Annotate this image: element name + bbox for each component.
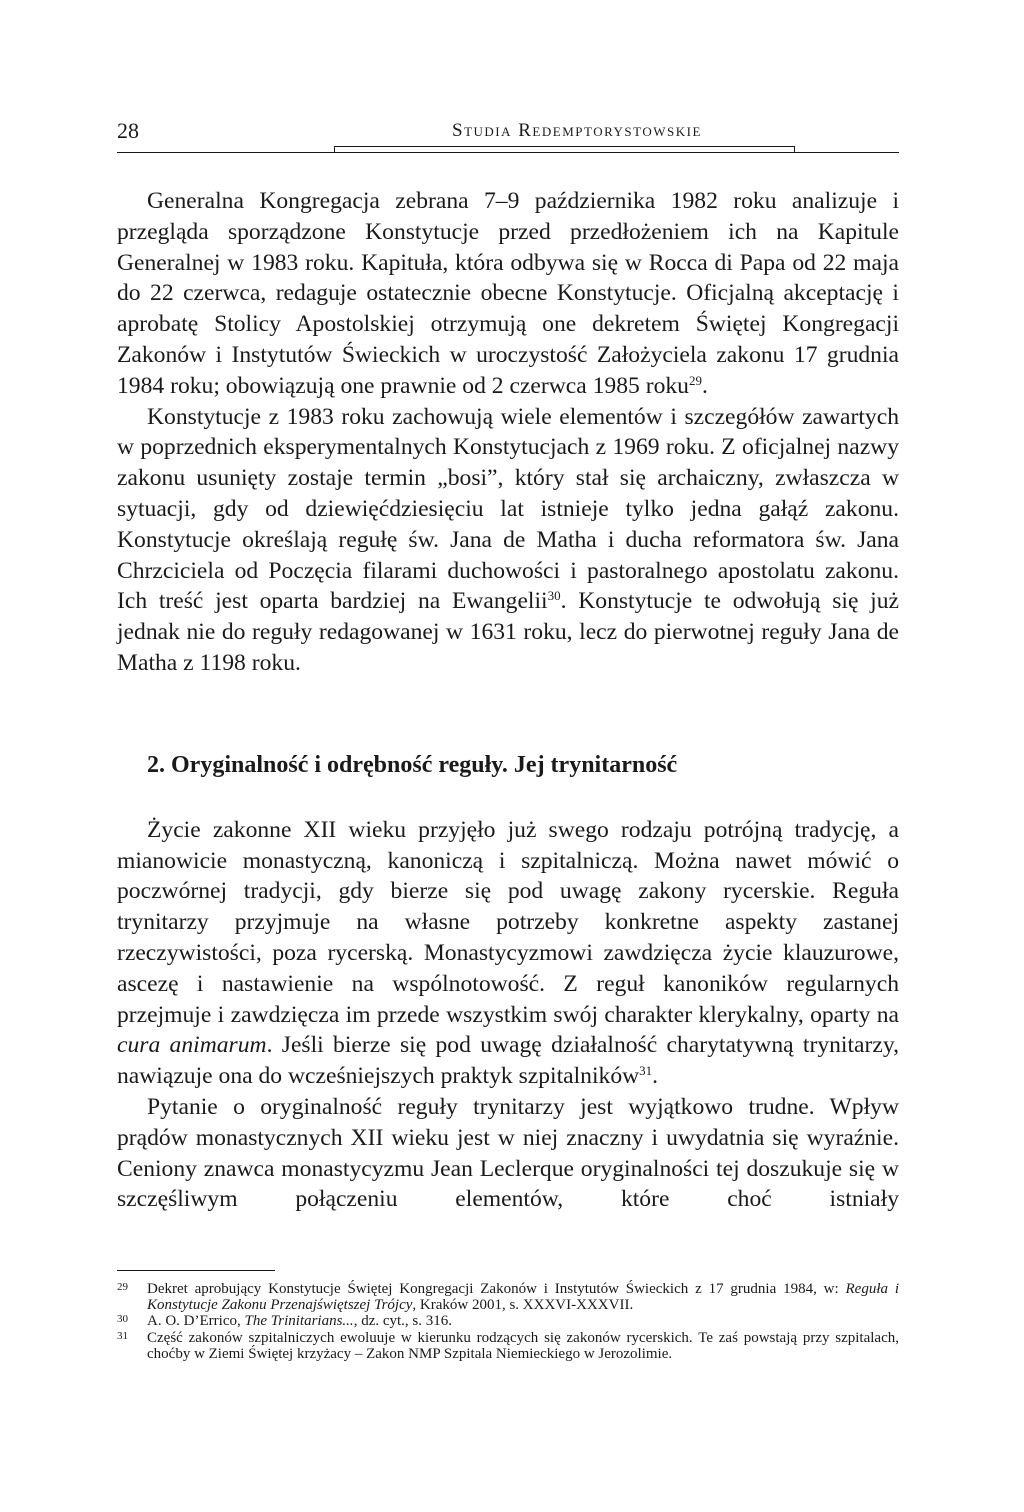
- paragraph-4-text: Pytanie o oryginalność reguły trynitarzy jest wyjątkowo trudne. Wpływ prądów monastycznych XII wieku jest w niej znaczny i uwydatnia się wyraźnie. Ceniony znawca monastycyzmu Jean Leclerque oryginalności tej doszukuje się w szczęśliwym połączeniu elementów, które choć istniały: [117, 1093, 899, 1213]
- header-ornament: [334, 146, 795, 152]
- paragraph-3-text: Życie zakonne XII wieku przyjęło już swego rodzaju potrójną tradycję, a mianowicie monastyczną, kanoniczą i szpitalniczą. Można nawet mówić o poczwórnej tradycji, gdy bierze się pod uwagę zakony rycerskie. Reguła trynitarzy przyjmuje na własne potrzeby konkretne aspekty zastanej rzeczywistości, poza rycerską. Monastycyzmowi zawdzięcza życie klauzurowe, ascezę i nastawienie na wspólnotowość. Z reguł kanoników regularnych przejmuje i zawdzięcza im przede wszystkim swój charakter klerykalny, oparty na: [117, 816, 899, 1028]
- paragraph-4: [117, 1092, 899, 1215]
- paragraph-2: [117, 402, 899, 679]
- footnote-ref-29: 29: [688, 372, 702, 388]
- footnote-italic: The Trinitarians...: [244, 1313, 354, 1330]
- page-header: [117, 118, 899, 158]
- paragraph-3: [117, 815, 899, 1092]
- paragraph-1-text: Generalna Kongregacja zebrana 7–9 października 1982 roku analizuje i przegląda sporządzone Konstytucje przed przedłożeniem ich na Kapitule Generalnej w 1983 roku. Kapituła, która odbywa się w Rocca di Papa od 22 maja do 22 czerwca, redaguje ostatecznie obecne Konstytucje. Oficjalną akceptację i aprobatę Stolicy Apostolskiej otrzymują one dekretem Świętej Kongregacji Zakonów i Instytutów Świeckich w uroczystość Założyciela zakonu 17 grudnia 1984 roku; obowiązują one prawnie od 2 czerwca 1985 roku: [117, 188, 899, 399]
- paragraph-3-end: .: [652, 1063, 659, 1090]
- footnote-text-end: , dz. cyt., s. 316.: [353, 1313, 453, 1330]
- footnote-30: [117, 1313, 899, 1329]
- footnote-29: [117, 1281, 899, 1313]
- paragraph-2-end: . Konstytucje te odwołują się już jednak nie do reguły redagowanej w 1631 roku, lecz do pierwotnej reguły Jana de Matha z 1198 roku.: [117, 588, 899, 676]
- running-head: Studia Redemptorystowskie: [452, 120, 702, 141]
- header-rule: [117, 152, 899, 153]
- paragraph-3-cont: . Jeśli bierze się pod uwagę działalność charytatywną trynitarzy, nawiązuje ona do wcześniejszych praktyk szpitalników: [117, 1032, 899, 1090]
- paragraph-1: [117, 186, 899, 402]
- footnote-number: 31: [117, 1329, 128, 1342]
- footnote-number: 29: [117, 1281, 128, 1293]
- footnote-italic: Reguła i Konstytucje Zakonu Przenajświętszej Trójcy: [147, 1281, 900, 1314]
- footnote-31: [117, 1330, 899, 1362]
- footnote-ref-31: 31: [639, 1063, 653, 1079]
- footnote-text: Część zakonów szpitalniczych ewoluuje w kierunku rodzących się zakonów rycerskich. Te zaś powstają przy szpitalach, choćby w Ziemi Świętej krzyżacy – Zakon NMP Szpitala Niemieckiego w Jerozolimie.: [147, 1329, 899, 1362]
- paragraph-1-end: .: [701, 372, 708, 399]
- paragraph-3-italic: cura animarum: [117, 1032, 267, 1059]
- main-text: [117, 186, 899, 1215]
- footnote-text-end: , Kraków 2001, s. XXXVI-XXXVII.: [412, 1297, 634, 1314]
- footnote-rule: [117, 1270, 275, 1271]
- footnote-text: A. O. D’Errico,: [147, 1313, 245, 1330]
- footnote-number: 30: [117, 1313, 128, 1326]
- section-heading: 2. Oryginalność i odrębność reguły. Jej trynitarność: [147, 751, 678, 778]
- footnotes: [117, 1281, 899, 1362]
- footnote-text: Dekret aprobujący Konstytucje Świętej Kongregacji Zakonów i Instytutów Świeckich z 17 grudnia 1984, w:: [147, 1281, 846, 1297]
- footnote-ref-30: 30: [547, 588, 561, 604]
- page-number: 28: [117, 118, 139, 143]
- section-gap: [117, 785, 899, 815]
- paragraph-2-text: Konstytucje z 1983 roku zachowują wiele elementów i szczegółów zawartych w poprzednich eksperymentalnych Konstytucjach z 1969 roku. Z oficjalnej nazwy zakonu usunięty zostaje termin „bosi”, który stał się archaiczny, zwłaszcza w sytuacji, gdy od dziewięćdziesięciu lat istnieje tylko jedna gałąź zakonu. Konstytucje określają regułę św. Jana de Matha i ducha reformatora św. Jana Chrzciciela od Poczęcia filarami duchowości i pastoralnego apostolatu zakonu. Ich treść jest oparta bardziej na Ewangelii: [117, 403, 899, 615]
